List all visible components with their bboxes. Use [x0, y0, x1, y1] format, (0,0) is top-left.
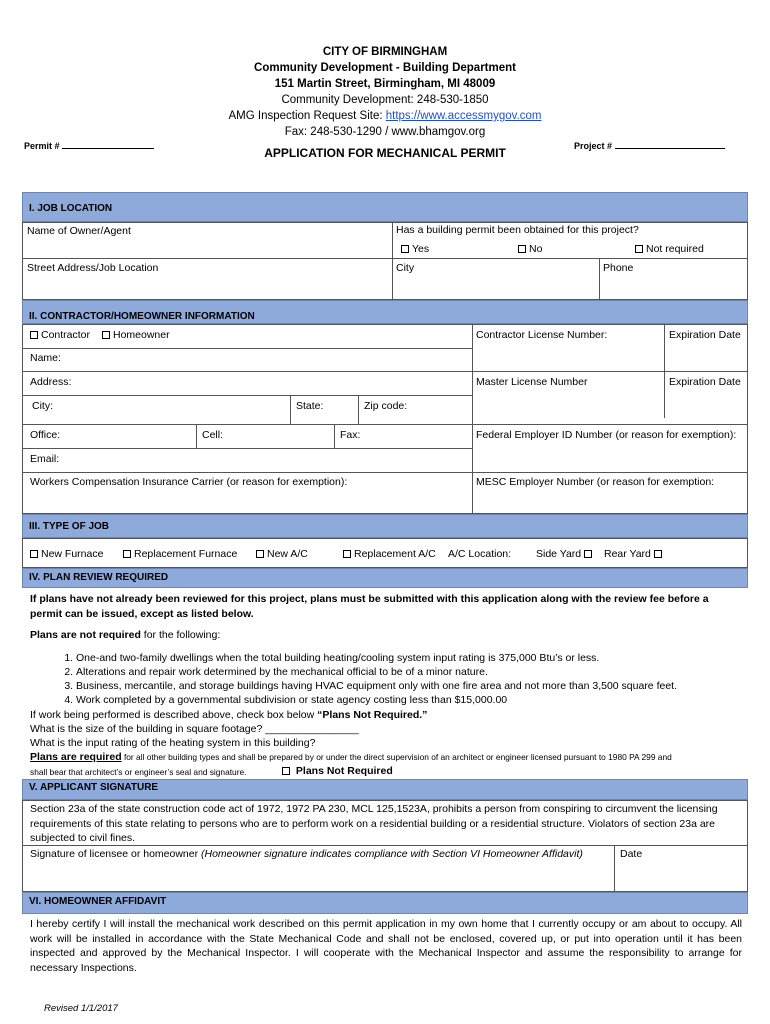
plan-review-intro: If plans have not already been reviewed for this project, plans must be submitted with this application along with the review fee before a permit can be issued, except as listed below. — [30, 593, 709, 620]
replacement-furnace-checkbox[interactable]: Replacement Furnace — [123, 548, 237, 560]
list-item: 4. Work completed by a governmental subdivision or state agency costing less than $15,000.00 — [76, 693, 742, 707]
contractor-address-field[interactable]: Address: — [30, 376, 72, 388]
letterhead — [0, 44, 770, 140]
email-field[interactable]: Email: — [30, 453, 60, 465]
permit-number-field[interactable]: Permit # — [24, 141, 154, 151]
plans-not-required-heading: Plans are not required for the following: — [30, 629, 221, 641]
street-address-field[interactable]: Street Address/Job Location — [27, 262, 159, 274]
list-item: 2. Alterations and repair work determined by the mechanical official to be of a minor nature. — [76, 665, 742, 679]
list-item: 3. Business, mercantile, and storage buildings having HVAC equipment only with one fire area and not more than 3,500 square feet. — [76, 679, 742, 693]
master-license-field[interactable]: Master License Number — [476, 376, 588, 388]
checkbox-icon — [518, 245, 526, 253]
new-ac-checkbox[interactable]: New A/C — [256, 548, 308, 560]
checkbox-icon — [256, 550, 264, 558]
amg-line: AMG Inspection Request Site: https://www.accessmygov.com — [228, 110, 542, 122]
checkbox-icon — [30, 550, 38, 558]
section-contractor-header: II. CONTRACTOR/HOMEOWNER INFORMATION — [22, 300, 748, 324]
plans-required-note: Plans are required for all other building types and shall be prepared by or under the direct supervision of an architect or engineer licensed pursuant to 1980 PA 299 and — [30, 751, 672, 763]
ac-location-label: A/C Location: — [448, 548, 512, 560]
contractor-city-field[interactable]: City: — [32, 400, 53, 412]
permit-no-checkbox[interactable]: No — [518, 243, 542, 255]
checkbox-icon — [401, 245, 409, 253]
job-phone-field[interactable]: Phone — [603, 262, 634, 274]
list-item: 1. One-and two-family dwellings when the total building heating/cooling system input rating is 375,000 Btu’s or less. — [76, 651, 742, 665]
workers-comp-field[interactable]: Workers Compensation Insurance Carrier (or reason for exemption): — [30, 476, 348, 488]
department-phone: Community Development: 248-530-1850 — [281, 94, 489, 106]
fax-field[interactable]: Fax: — [340, 429, 361, 441]
department-name: Community Development - Building Department — [254, 62, 516, 74]
cell-phone-field[interactable]: Cell: — [202, 429, 224, 441]
plans-required-note-cont: shall bear that architect’s or engineer’s seal and signature. — [30, 767, 247, 777]
signature-date-field[interactable]: Date — [620, 848, 643, 860]
job-city-field[interactable]: City — [396, 262, 415, 274]
checkbox-icon — [102, 331, 110, 339]
building-permit-question: Has a building permit been obtained for this project? — [396, 224, 639, 236]
section-affidavit-header: VI. HOMEOWNER AFFIDAVIT — [22, 892, 748, 914]
checkbox-icon — [584, 550, 592, 558]
checkbox-icon — [343, 550, 351, 558]
license-expiration-field[interactable]: Expiration Date — [669, 329, 741, 341]
section-signature-header: V. APPLICANT SIGNATURE — [22, 779, 748, 800]
section-plan-review-header: IV. PLAN REVIEW REQUIRED — [22, 568, 748, 588]
new-furnace-checkbox[interactable]: New Furnace — [30, 548, 103, 560]
permit-yes-checkbox[interactable]: Yes — [401, 243, 429, 255]
checkbox-icon — [635, 245, 643, 253]
checkbox-icon — [30, 331, 38, 339]
section-job-type-header: III. TYPE OF JOB — [22, 514, 748, 538]
checkbox-icon — [123, 550, 131, 558]
permit-not-required-checkbox[interactable]: Not required — [635, 243, 704, 255]
replacement-ac-checkbox[interactable]: Replacement A/C — [343, 548, 436, 560]
contractor-license-field[interactable]: Contractor License Number: — [476, 329, 608, 341]
check-instruction: If work being performed is described above, check box below “Plans Not Required.” — [30, 709, 428, 721]
contractor-state-field[interactable]: State: — [296, 400, 324, 412]
federal-employer-id-field[interactable]: Federal Employer ID Number (or reason for exemption): — [476, 429, 737, 441]
fax-line: Fax: 248-530-1290 / www.bhamgov.org — [284, 126, 486, 138]
side-yard-checkbox[interactable]: Side Yard — [536, 548, 595, 560]
mesc-employer-field[interactable]: MESC Employer Number (or reason for exemption: — [476, 476, 715, 488]
city-name: CITY OF BIRMINGHAM — [322, 46, 448, 58]
contractor-checkbox[interactable]: Contractor — [30, 329, 90, 341]
checkbox-icon — [654, 550, 662, 558]
affidavit-text: I hereby certify I will install the mechanical work described on this permit application in my own home that I currently occupy or am about to occupy. All work will be installed in accordance with the State Mechanical Code and shall not be enclosed, covered up, or put into operation until it has been inspected and approved by the Mechanical Inspector. I will cooperate with the Mechanical Inspector and assume the responsibility to arrange for necessary Inspections. — [30, 918, 742, 974]
department-address: 151 Martin Street, Birmingham, MI 48009 — [274, 78, 496, 90]
office-phone-field[interactable]: Office: — [30, 429, 61, 441]
signature-field[interactable]: Signature of licensee or homeowner (Homeowner signature indicates compliance with Section VI Homeowner Affidavit) — [30, 848, 583, 860]
exemption-list — [30, 651, 742, 707]
checkbox-icon — [282, 767, 290, 775]
revision-date: Revised 1/1/2017 — [44, 1003, 118, 1014]
project-number-field[interactable]: Project # — [574, 141, 725, 151]
master-expiration-field[interactable]: Expiration Date — [669, 376, 741, 388]
form-title: APPLICATION FOR MECHANICAL PERMIT — [264, 146, 506, 160]
contractor-zip-field[interactable]: Zip code: — [364, 400, 408, 412]
section-job-location-header: I. JOB LOCATION — [22, 192, 748, 222]
homeowner-checkbox[interactable]: Homeowner — [102, 329, 170, 341]
contractor-name-field[interactable]: Name: — [30, 352, 61, 364]
section-23a-text: Section 23a of the state construction code act of 1972, 1972 PA 230, MCL 125,1523A, prohibits a person from conspiring to circumvent the licensing requirements of this state relating to persons who are to perform work on a residential building or a residential structure. Violators of section 23a are subjected to civil fines. — [30, 803, 718, 844]
heating-input-rating-field[interactable]: What is the input rating of the heating system in this building? — [30, 737, 316, 749]
rear-yard-checkbox[interactable]: Rear Yard — [604, 548, 665, 560]
plans-not-required-checkbox[interactable]: Plans Not Required — [282, 765, 393, 777]
building-size-field[interactable]: What is the size of the building in square footage? ________________ — [30, 723, 359, 735]
amg-link[interactable]: https://www.accessmygov.com — [385, 110, 542, 122]
owner-agent-field[interactable]: Name of Owner/Agent — [27, 225, 131, 237]
